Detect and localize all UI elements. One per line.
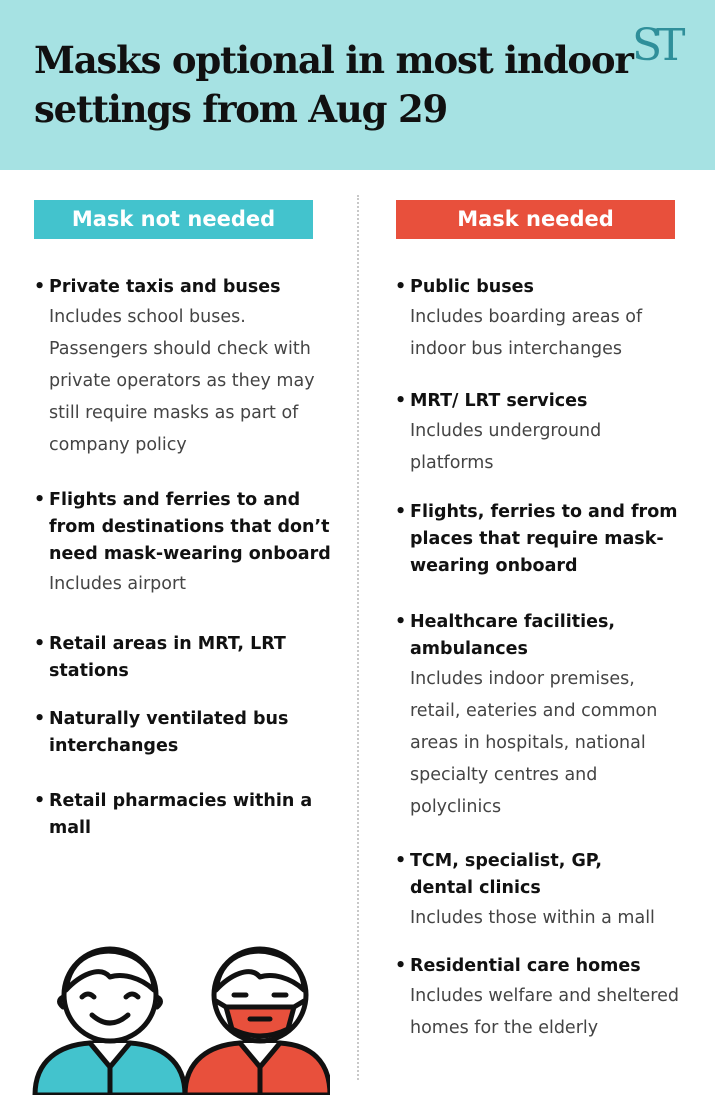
- item-desc: [395, 663, 705, 823]
- title-line: need mask-wearing onboard: [49, 544, 331, 564]
- desc-line: Includes boarding areas of: [410, 307, 643, 327]
- list-item: [395, 953, 705, 1044]
- title-line: ambulances: [410, 639, 528, 659]
- title-line-1: Masks optional in most indoor: [34, 38, 633, 82]
- list-item: [395, 388, 705, 479]
- item-title: [34, 631, 344, 685]
- item-desc: [395, 301, 705, 365]
- list-item: [34, 706, 344, 760]
- desc-line: platforms: [410, 453, 494, 473]
- title-line: places that require mask-: [410, 529, 664, 549]
- list-item: [34, 487, 344, 600]
- column-divider: [357, 195, 359, 1080]
- list-item: [34, 788, 344, 842]
- title-line: from destinations that don’t: [49, 517, 330, 537]
- item-title: • Public buses: [395, 274, 705, 301]
- title-line: wearing onboard: [410, 556, 578, 576]
- list-item: [34, 274, 344, 461]
- item-title: [395, 609, 705, 663]
- smiling-person-icon: [35, 949, 185, 1095]
- item-title: [34, 706, 344, 760]
- desc-line: private operators as they may: [49, 371, 315, 391]
- title-line: • Naturally ventilated bus: [49, 709, 289, 729]
- desc-line: Includes school buses.: [49, 307, 246, 327]
- title-line: • Flights, ferries to and from: [410, 502, 678, 522]
- item-title: [395, 848, 705, 902]
- item-desc: [395, 902, 705, 934]
- title-line: mall: [49, 818, 92, 838]
- desc-line: Includes airport: [49, 574, 187, 594]
- item-desc: [395, 980, 705, 1044]
- title-line-2: settings from Aug 29: [34, 87, 448, 131]
- list-item: [395, 499, 705, 580]
- item-title: • Private taxis and buses: [34, 274, 344, 301]
- desc-line: retail, eateries and common: [410, 701, 658, 721]
- masked-person-icon: [185, 949, 330, 1095]
- title-line: • Retail pharmacies within a: [49, 791, 313, 811]
- item-desc: [34, 568, 344, 600]
- mask-needed-heading: Mask needed: [396, 200, 675, 239]
- st-logo: ST: [632, 20, 680, 71]
- item-title: • Residential care homes: [395, 953, 705, 980]
- title-line: • Flights and ferries to and: [49, 490, 301, 510]
- list-item: [34, 631, 344, 685]
- list-item: [395, 274, 705, 365]
- desc-line: areas in hospitals, national: [410, 733, 646, 753]
- desc-line: polyclinics: [410, 797, 502, 817]
- list-item: [395, 848, 705, 934]
- desc-line: Passengers should check with: [49, 339, 311, 359]
- desc-line: Includes welfare and sheltered: [410, 986, 679, 1006]
- desc-line: specialty centres and: [410, 765, 598, 785]
- desc-line: indoor bus interchanges: [410, 339, 623, 359]
- list-item: [395, 609, 705, 823]
- item-title: [395, 499, 705, 580]
- desc-line: Includes indoor premises,: [410, 669, 635, 689]
- desc-line: Includes those within a mall: [410, 908, 655, 928]
- item-desc: [34, 301, 344, 461]
- mask-not-needed-heading: Mask not needed: [34, 200, 313, 239]
- header-banner: [0, 0, 715, 170]
- title-line: stations: [49, 661, 129, 681]
- title-line: dental clinics: [410, 878, 541, 898]
- people-illustration: [30, 935, 330, 1095]
- desc-line: still require masks as part of: [49, 403, 299, 423]
- item-title: [34, 788, 344, 842]
- title-line: • TCM, specialist, GP,: [410, 851, 603, 871]
- item-title: • MRT/ LRT services: [395, 388, 705, 415]
- desc-line: company policy: [49, 435, 187, 455]
- title-line: • Healthcare facilities,: [410, 612, 616, 632]
- title-line: interchanges: [49, 736, 179, 756]
- desc-line: Includes underground: [410, 421, 602, 441]
- title-line: • Retail areas in MRT, LRT: [49, 634, 286, 654]
- desc-line: homes for the elderly: [410, 1018, 599, 1038]
- item-desc: [395, 415, 705, 479]
- item-title: [34, 487, 344, 568]
- page-title: [34, 36, 634, 134]
